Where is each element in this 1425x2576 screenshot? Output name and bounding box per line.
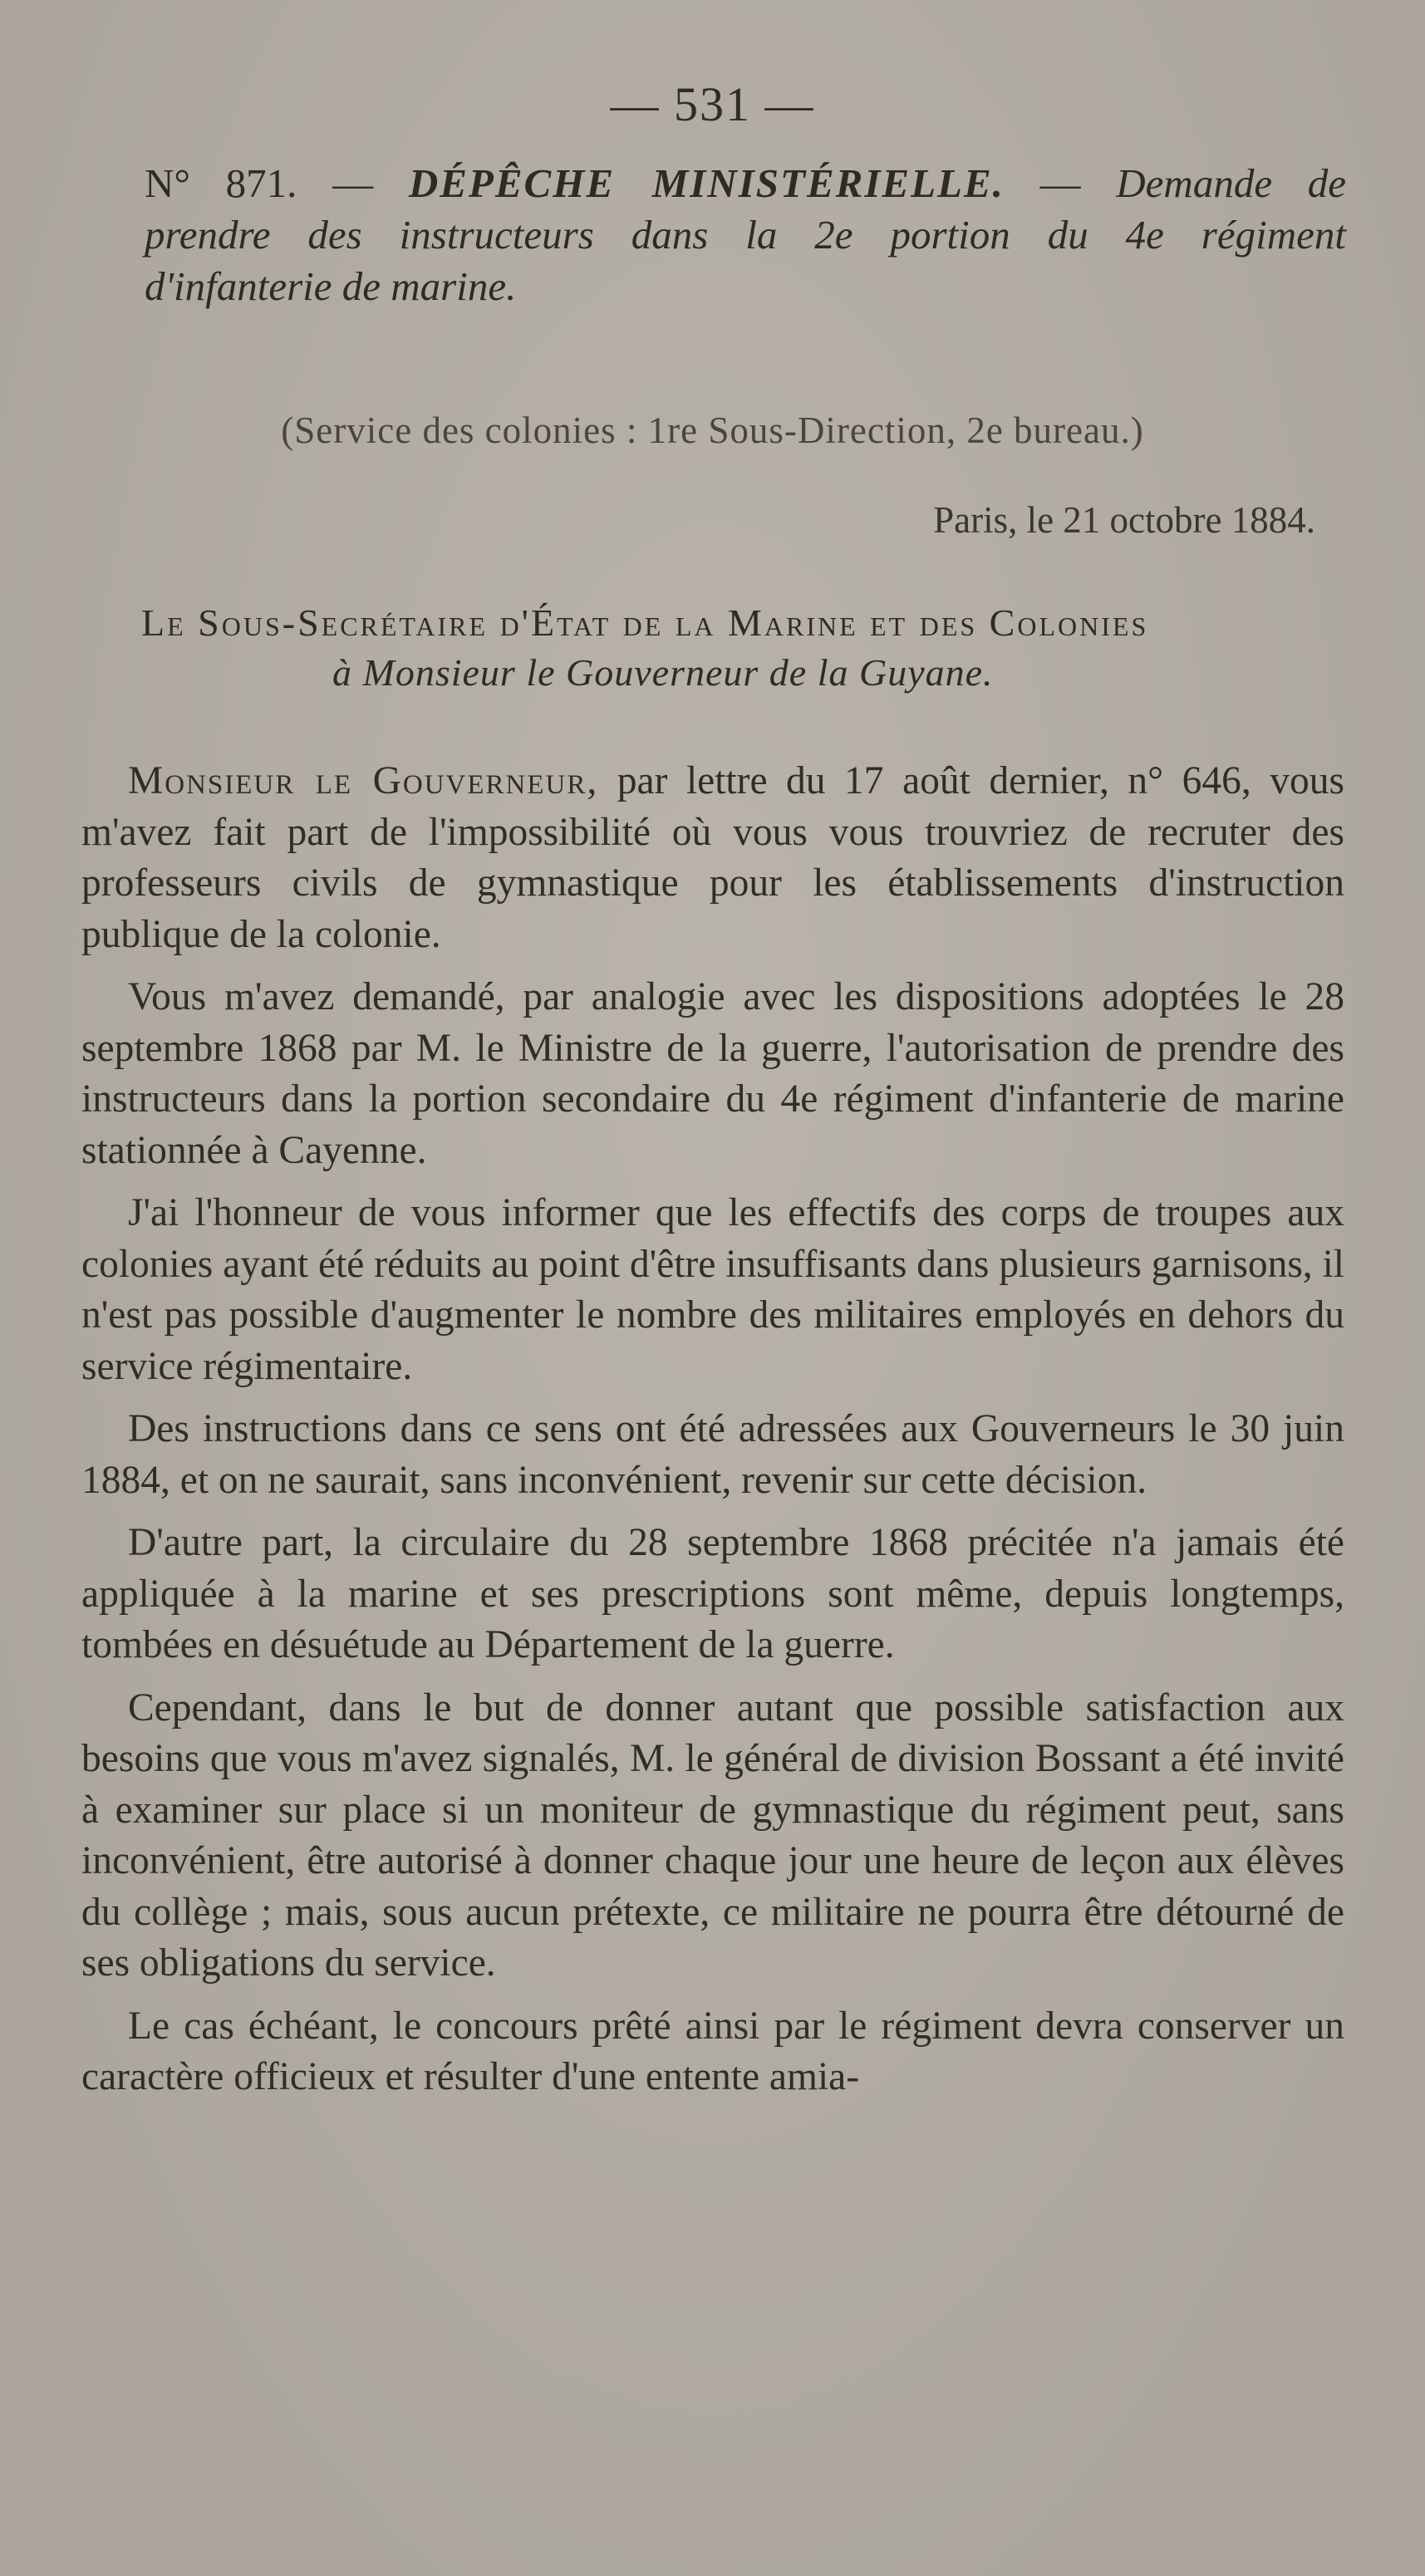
subject-line-1: Demande de	[1116, 160, 1347, 206]
title-dash-2: —	[1039, 160, 1081, 206]
recipient: à Monsieur le Gouverneur de la Guyane.	[332, 651, 994, 694]
paragraph-6: Cependant, dans le but de donner autant que possible satisfaction aux besoins que vous m'avez signalés, M. le général de division Bossant a été invité à examiner sur place si un moniteur de gymnastique du régiment peut, sans inconvénient, être autorisé à donner chaque jour une heure de leçon aux élèves du collège ; mais, sous aucun prétexte, ce militaire ne pourra être détourné de ses obligations du service.	[81, 1685, 1344, 1985]
subject-line-2: prendre des instructeurs dans la 2e portion du 4e régiment	[145, 212, 1346, 258]
service-line: (Service des colonies : 1re Sous-Direction, 2e bureau.)	[281, 410, 1144, 451]
letter-body	[81, 756, 1344, 2115]
dateline: Paris, le 21 octobre 1884.	[933, 499, 1315, 541]
paragraph-5: D'autre part, la circulaire du 28 septembre 1868 précitée n'a jamais été appliquée à la marine et ses prescriptions sont même, depuis longtemps, tombées en désuétude au Département de la guerre.	[81, 1521, 1344, 1666]
paragraph-3: J'ai l'honneur de vous informer que les effectifs des corps de troupes aux colonies ayant été réduits au point d'être insuffisants dans plusieurs garnisons, il n'est pas possible d'augmenter le nombre des militaires employés en dehors du service régimentaire.	[81, 1191, 1344, 1388]
dispatch-kind: DÉPÊCHE MINISTÉRIELLE.	[408, 160, 1005, 206]
paragraph-7: Le cas échéant, le concours prêté ainsi par le régiment devra conserver un caractère officieux et résulter d'une entente amia-	[81, 2004, 1344, 2098]
paragraph-1	[81, 756, 1344, 960]
dispatch-number: N° 871.	[145, 160, 297, 206]
title-dash: —	[332, 160, 374, 206]
paragraph-1-text: par lettre du 17 août dernier, n° 646, vous m'avez fait part de l'impossibilité où vous vous trouvriez de recruter des professeurs civils de gymnastique pour les établissements d'instruction publique de la colonie.	[81, 759, 1344, 956]
paragraph-2: Vous m'avez demandé, par analogie avec les dispositions adoptées le 28 septembre 1868 par M. le Ministre de la guerre, l'autorisation de prendre des instructeurs dans la portion secondaire du 4e régiment d'infanterie de marine stationnée à Cayenne.	[81, 975, 1344, 1172]
page-number: — 531 —	[610, 77, 815, 131]
title-line-1	[100, 158, 1346, 209]
sender: Le Sous-Secrétaire d'État de la Marine et des Colonies	[141, 601, 1149, 644]
salutation: Monsieur le Gouverneur,	[128, 759, 599, 802]
dispatch-title	[100, 158, 1346, 312]
subject-line-3: d'infanterie de marine.	[145, 263, 517, 309]
paragraph-4: Des instructions dans ce sens ont été adressées aux Gouverneurs le 30 juin 1884, et on ne saurait, sans inconvénient, revenir sur cette décision.	[81, 1407, 1344, 1502]
address-block	[141, 598, 1354, 698]
